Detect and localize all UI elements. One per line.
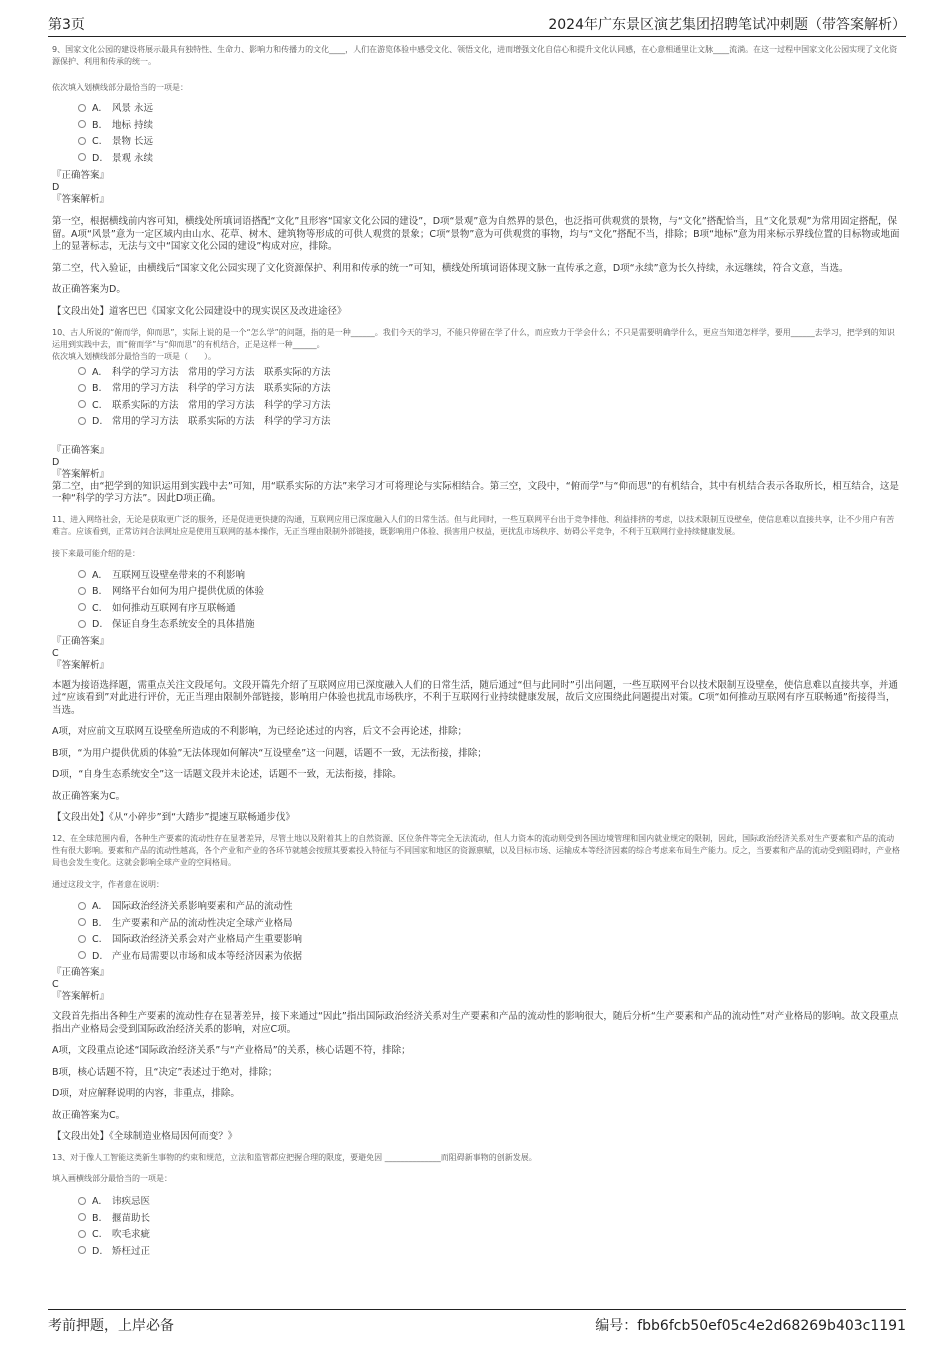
question-10 (52, 327, 902, 506)
question-stem: 13、对于像人工智能这类新生事物的约束和规范，立法和监管都应把握合理的限度，要避免因 ______________而阻碍新事物的创新发展。 (52, 1153, 537, 1162)
radio-button[interactable] (78, 902, 86, 910)
analysis-label: 『答案解析』 (52, 659, 110, 671)
question-stem: 10、古人所说的“俯而学，仰而思”，实际上说的是一个“怎么学”的问题，指的是一种______。我们今天的学习，不能只停留在学了什么，而应致力于学会什么；不只是需要明确学什么，更应当知道怎样学，要用______去学习，把学到的知识运用到实践中去，而“俯而学”与“仰而思”的有机结合，正是这样一种______。 (52, 327, 895, 349)
radio-button[interactable] (78, 1213, 86, 1221)
radio-button[interactable] (78, 951, 86, 959)
option-c[interactable]: C. 如何推动互联网有序互联畅通 (78, 601, 902, 618)
radio-button[interactable] (78, 153, 86, 161)
radio-button[interactable] (78, 935, 86, 943)
answer-value: D (52, 182, 60, 193)
option-b[interactable]: B. 网络平台如何为用户提供优质的体验 (78, 584, 902, 601)
analysis-label: 『答案解析』 (52, 991, 110, 1002)
option-d[interactable]: D. 常用的学习方法 联系实际的方法 科学的学习方法 (78, 414, 902, 431)
footer-slogan: 考前押题，上岸必备 (48, 1318, 174, 1334)
page-header (48, 14, 906, 37)
option-a[interactable]: A. 国际政治经济关系影响要素和产品的流动性 (78, 899, 902, 916)
explanation-paragraph: 第一空，根据横线前内容可知，横线处所填词语搭配“文化”且形容“国家文化公园的建设”，D项“景观”意为自然界的景色，也泛指可供观赏的景物，与“文化”搭配恰当，且“文化景观”为常用固定搭配，保留。A项“风景”意为一定区域内由山水、花草、树木、建筑物等形成的可供人观赏的景象；C项“景物”意为可供观赏的事物，均与“文化”搭配不当，排除；B项“地标”意为用来标示界线位置的目标物或地面上的显著标志，无法与文中“国家文化公园的建设”构成对应，排除。 (52, 216, 900, 252)
radio-button[interactable] (78, 1197, 86, 1205)
option-c[interactable]: C. 景物 长远 (78, 134, 902, 151)
page-number: 第3页 (48, 17, 85, 33)
option-b[interactable]: B. 揠苗助长 (78, 1211, 902, 1228)
answer-label: 『正确答案』 (52, 444, 110, 456)
option-d[interactable]: D. 矫枉过正 (78, 1244, 902, 1261)
question-prompt: 接下来最可能介绍的是： (52, 548, 140, 558)
answer-value: D (52, 456, 60, 468)
option-c[interactable]: C. 国际政治经济关系会对产业格局产生重要影响 (78, 932, 902, 949)
question-12 (52, 833, 902, 1143)
source-citation: 【文段出处】道客巴巴《国家文化公园建设中的现实误区及改进途径》 (52, 305, 347, 317)
question-stem: 9、国家文化公园的建设将展示最具有独特性、生命力、影响力和传播力的文化____，人们在游览体验中感受文化、领悟文化，进而增强文化自信心和提升文化认同感，在心意相通里让文脉____流淌。在这一过程中国家文化公园实现了文化资源保护、利用和传承的统一。 (52, 45, 898, 66)
explanation-paragraph: 故正确答案为C。 (52, 790, 126, 802)
option-c[interactable]: C. 联系实际的方法 常用的学习方法 科学的学习方法 (78, 398, 902, 415)
answer-value: C (52, 647, 59, 659)
source-citation: 【文段出处】《全球制造业格局因何而变？》 (52, 1131, 238, 1142)
question-prompt: 依次填入划横线部分最恰当的一项是（ ）。 (52, 351, 216, 361)
radio-button[interactable] (78, 120, 86, 128)
option-b[interactable]: B. 生产要素和产品的流动性决定全球产业格局 (78, 916, 902, 933)
question-13 (52, 1152, 902, 1260)
option-a[interactable]: A. 互联网互设壁垒带来的不利影响 (78, 568, 902, 585)
explanation-paragraph: B项，“为用户提供优质的体验”无法体现如何解决“互设壁垒”这一问题，话题不一致，无法衔接，排除； (52, 747, 487, 759)
radio-button[interactable] (78, 603, 86, 611)
option-b[interactable]: B. 常用的学习方法 科学的学习方法 联系实际的方法 (78, 381, 902, 398)
radio-button[interactable] (78, 620, 86, 628)
option-a[interactable]: A. 科学的学习方法 常用的学习方法 联系实际的方法 (78, 365, 902, 382)
radio-button[interactable] (78, 1230, 86, 1238)
analysis-label: 『答案解析』 (52, 468, 110, 480)
analysis-label: 『答案解析』 (52, 194, 110, 205)
explanation-paragraph: D项，对应解释说明的内容，非重点，排除。 (52, 1088, 240, 1099)
answer-label: 『正确答案』 (52, 967, 110, 978)
radio-button[interactable] (78, 417, 86, 425)
explanation-paragraph: A项，对应前文互联网互设壁垒所造成的不利影响，为已经论述过的内容，后文不会再论述，排除； (52, 726, 468, 737)
radio-button[interactable] (78, 918, 86, 926)
option-b[interactable]: B. 地标 持续 (78, 118, 902, 135)
explanation-paragraph: D项，“自身生态系统安全”这一话题文段并未论述，话题不一致，无法衔接，排除。 (52, 769, 402, 780)
radio-button[interactable] (78, 1246, 86, 1254)
answer-value: C (52, 979, 59, 990)
option-d[interactable]: D. 保证自身生态系统安全的具体措施 (78, 617, 902, 634)
option-a[interactable]: A. 风景 永远 (78, 101, 902, 118)
answer-label: 『正确答案』 (52, 170, 110, 181)
option-d[interactable]: D. 景观 永续 (78, 151, 902, 168)
radio-button[interactable] (78, 400, 86, 408)
explanation-paragraph: 文段首先指出各种生产要素的流动性存在显著差异，接下来通过“因此”指出国际政治经济关系对生产要素和产品的流动性的影响很大，随后分析“生产要素和产品的流动性”对产业格局的影响。故文段重点指出产业格局会受到国际政治经济关系的影响，对应C项。 (52, 1011, 899, 1035)
explanation-paragraph: A项，文段重点论述“国际政治经济关系”与“产业格局”的关系，核心话题不符，排除； (52, 1045, 411, 1056)
document-body (52, 44, 902, 1260)
radio-button[interactable] (78, 137, 86, 145)
radio-button[interactable] (78, 570, 86, 578)
explanation-paragraph: 故正确答案为C。 (52, 1109, 126, 1121)
question-9 (52, 44, 902, 318)
radio-button[interactable] (78, 384, 86, 392)
radio-button[interactable] (78, 104, 86, 112)
document-code: 编号：fbb6fcb50ef05c4e2d68269b403c1191 (595, 1318, 906, 1334)
question-prompt: 填入画横线部分最恰当的一项是： (52, 1174, 172, 1183)
question-stem: 12、在全球范围内看，各种生产要素的流动性存在显著差异，尽管土地以及附着其上的自然资源、区位条件等完全无法流动，但人力资本的流动则受到各国边境管理和国内就业规定的限制，因此，国际政治经济关系对生产要素和产品的流动性有很大影响。要素和产品的流动性越高，各个产业和产业的各环节就越会按照其要素投入特征与不同国家和地区的资源禀赋，以及目标市场、运输成本等经济因素的综合考虑来布局生产能力。反之，当要素和产品的流动受到阻碍时，产业格局也会发生变化。这就会影响全球产业的空间格局。 (52, 834, 900, 867)
explanation-paragraph: 本题为接语选择题，需重点关注文段尾句。文段开篇先介绍了互联网应用已深度融入人们的日常生活，随后通过“但与此同时”引出问题，一些互联网平台以技术限制互设壁垒，使信息难以直接共享，并通过“应该看到”对此进行评价，无正当理由限制外部链接，影响用户体验也扰乱市场秩序，不利于互联网行业持续健康发展，故后文应围绕此问题提出对策。C项“如何推动互联网有序互联畅通”衔接得当，当选。 (52, 679, 898, 716)
option-d[interactable]: D. 产业布局需要以市场和成本等经济因素为依据 (78, 949, 902, 966)
radio-button[interactable] (78, 367, 86, 375)
source-citation: 【文段出处】《从“小碎步”到“大踏步”提速互联畅通步伐》 (52, 812, 295, 823)
radio-button[interactable] (78, 587, 86, 595)
explanation-paragraph: 第二空，由“把学到的知识运用到实践中去”可知，用“联系实际的方法”来学习才可将理论与实际相结合。第三空，文段中，“俯而学”与“仰而思”的有机结合，其中有机结合表示各取所长，相互结合，这是一种“科学的学习方法”。因此D项正确。 (52, 480, 899, 504)
answer-label: 『正确答案』 (52, 635, 110, 647)
question-prompt: 通过这段文字，作者意在说明： (52, 880, 164, 889)
question-prompt: 依次填入划横线部分最恰当的一项是： (52, 83, 188, 92)
option-c[interactable]: C. 吹毛求疵 (78, 1227, 902, 1244)
explanation-paragraph: B项，核心话题不符，且“决定”表述过于绝对，排除； (52, 1066, 278, 1078)
explanation-paragraph: 故正确答案为D。 (52, 284, 126, 295)
question-11 (52, 514, 902, 825)
document-title: 2024年广东景区演艺集团招聘笔试冲刺题（带答案解析） (548, 17, 906, 33)
question-stem: 11、进入网络社会，无论是获取更广泛的服务，还是促进更快捷的沟通，互联网应用已深度融入人们的日常生活。但与此同时，一些互联网平台出于竞争排他、利益排挤的考虑，以技术限制互设壁垒，使信息难以直接共享，让不少用户有苦难言。应该看到，正常访问合法网址应是使用互联网的基本操作，无正当理由限制外部链接，既影响用户体验、损害用户权益，更扰乱市场秩序、妨碍公平竞争，不利于互联网行业持续健康发展。 (52, 514, 895, 536)
option-a[interactable]: A. 讳疾忌医 (78, 1194, 902, 1211)
explanation-paragraph: 第二空，代入验证，由横线后“国家文化公园实现了文化资源保护、利用和传承的统一”可知，横线处所填词语体现文脉一直传承之意，D项“永续”意为长久持续，永远继续，符合文意，当选。 (52, 262, 849, 274)
page-footer (48, 1309, 906, 1334)
